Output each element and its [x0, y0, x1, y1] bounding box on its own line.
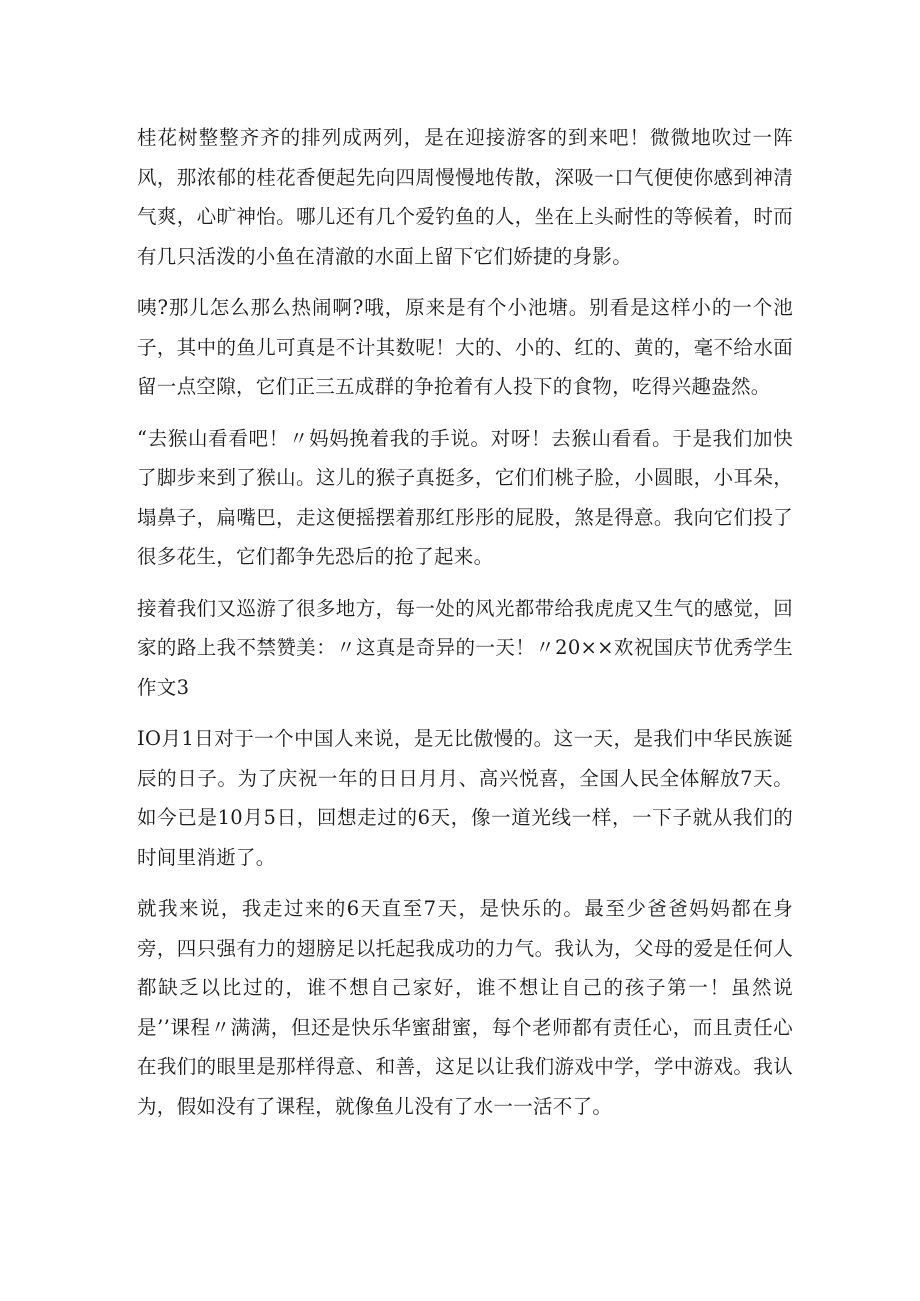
- document-body: [137, 118, 793, 1138]
- paragraph-monkey-hill: “去猴山看看吧！〃妈妈挽着我的手说。对呀！去猴山看看。于是我们加快了脚步来到了猴山。这儿的猴子真挺多，它们们桃子脸，小圆眼，小耳朵，塌鼻子，扁嘴巴，走这便摇摆着那红彤彤的屁股，煞是得意。我向它们投了很多花生，它们都争先恐后的抢了起来。: [137, 426, 793, 568]
- paragraph-osmanthus: 桂花树整整齐齐的排列成两列，是在迎接游客的到来吧！微微地吹过一阵风，那浓郁的桂花香便起先向四周慢慢地传散，深吸一口气便使你感到神清气爽，心旷神怡。哪儿还有几个爱钓鱼的人，坐在上头耐性的等候着，时而有几只活泼的小鱼在清澈的水面上留下它们娇捷的身影。: [137, 126, 793, 268]
- paragraph-national-day: IO月1日对于一个中国人来说，是无比傲慢的。这一天，是我们中华民族诞辰的日子。为了庆祝一年的日日月月、高兴悦喜，全国人民全体解放7天。如今已是10月5日，回想走过的6天，像一道光线一样，一下子就从我们的时间里消逝了。: [137, 727, 793, 869]
- paragraph-happy-days: 就我来说，我走过来的6天直至7天，是快乐的。最至少爸爸妈妈都在身旁，四只强有力的翅膀足以托起我成功的力气。我认为，父母的爱是任何人都缺乏以比过的，谁不想自己家好，谁不想让自己的孩子第一！虽然说是’’课程〃满满，但还是快乐华蜜甜蜜，每个老师都有责任心，而且责任心在我们的眼里是那样得意、和善，这足以让我们游戏中学，学中游戏。我认为，假如没有了课程，就像鱼儿没有了水一一活不了。: [137, 897, 793, 1118]
- paragraph-going-home: 接着我们又巡游了很多地方，每一处的风光都带给我虎虎又生气的感觉，回家的路上我不禁赞美：〃这真是奇异的一天！〃20××欢祝国庆节优秀学生作文3: [137, 596, 793, 699]
- paragraph-pond: 咦?那儿怎么那么热闹啊?哦，原来是有个小池塘。别看是这样小的一个池子，其中的鱼儿可真是不计其数呢！大的、小的、红的、黄的，毫不给水面留一点空隙，它们正三五成群的争抢着有人投下的食物，吃得兴趣盎然。: [137, 296, 793, 398]
